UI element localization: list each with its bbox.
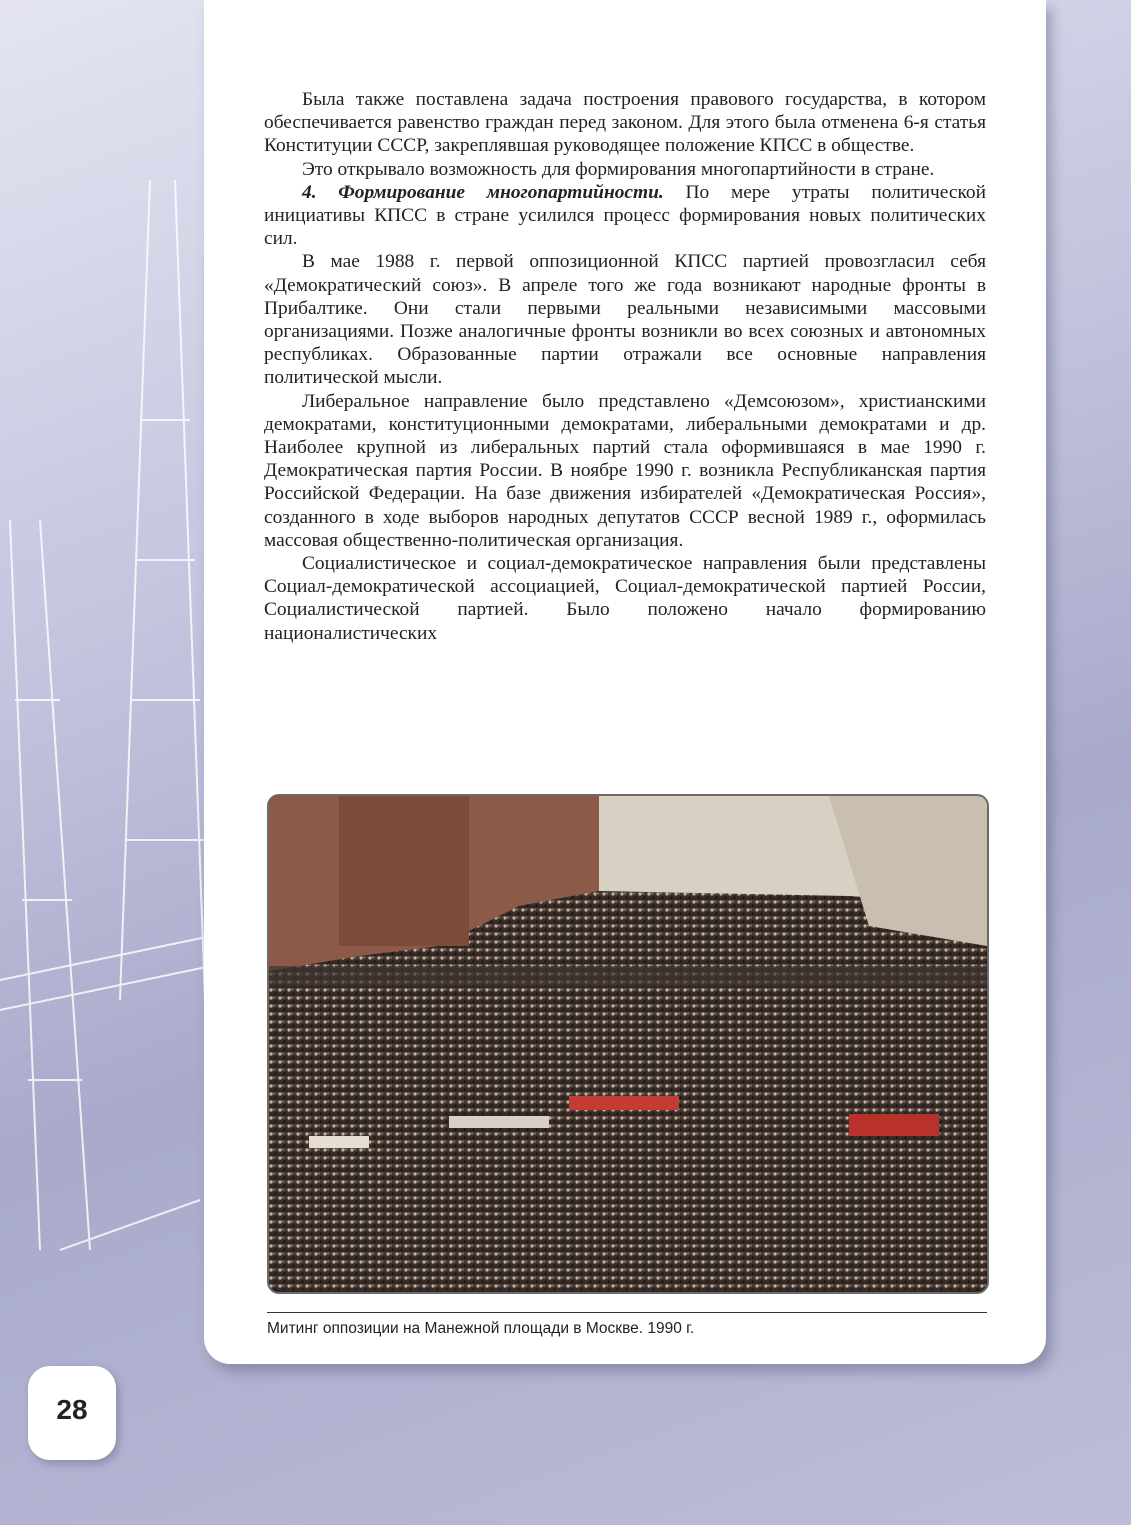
- paragraph-5: Либеральное направление было представлено «Демсоюзом», христианскими демократами, конституционными демократами, либеральными демократами и др. Наиболее крупной из либеральных партий стала оформившаяся в мае 1990 г. Демократическая партия России. В ноябре 1990 г. возникла Республиканская партия Российской Федерации. На базе движения избирателей «Демократическая Россия», созданного в ходе выборов народных депутатов СССР весной 1989 г., оформилась массовая общественно-политическая организация.: [264, 390, 986, 551]
- paragraph-2: Это открывало возможность для формирования многопартийности в стране.: [302, 158, 935, 180]
- paragraph-4: В мае 1988 г. первой оппозиционной КПСС партией провозгласил себя «Демократический союз». В апреле того же года возникают народные фронты в Прибалтике. Они стали первыми реальными независимыми массовыми организациями. Позже аналогичные фронты возникли во всех союзных и автономных республиках. Образованные партии отражали все основные направления политической мысли.: [264, 251, 986, 389]
- page-number: 28: [56, 1394, 88, 1425]
- paragraph-6: Социалистическое и социал-демократическое направления были представлены Социал-демократической ассоциацией, Социал-демократической партией России, Социалистической партией. Было положено начало формированию националистических: [264, 553, 986, 644]
- photo-caption: Митинг оппозиции на Манежной площади в Москве. 1990 г.: [267, 1320, 695, 1337]
- paragraph-1: Была также поставлена задача построения правового государства, в котором обеспечивается равенство граждан перед законом. Для этого была отменена 6-я статья Конституции СССР, закреплявшая руководящее положение КПСС в обществе.: [264, 89, 986, 157]
- rally-photo: [267, 794, 989, 1294]
- main-text: [264, 88, 986, 645]
- caption-rule: [267, 1312, 987, 1313]
- paragraph-3: [264, 181, 986, 251]
- section-heading: 4. Формирование многопартийности.: [302, 181, 664, 203]
- paragraph-3-text: По мере утраты политической инициативы КПСС в стране усилился процесс формирования новых политических сил.: [264, 181, 987, 250]
